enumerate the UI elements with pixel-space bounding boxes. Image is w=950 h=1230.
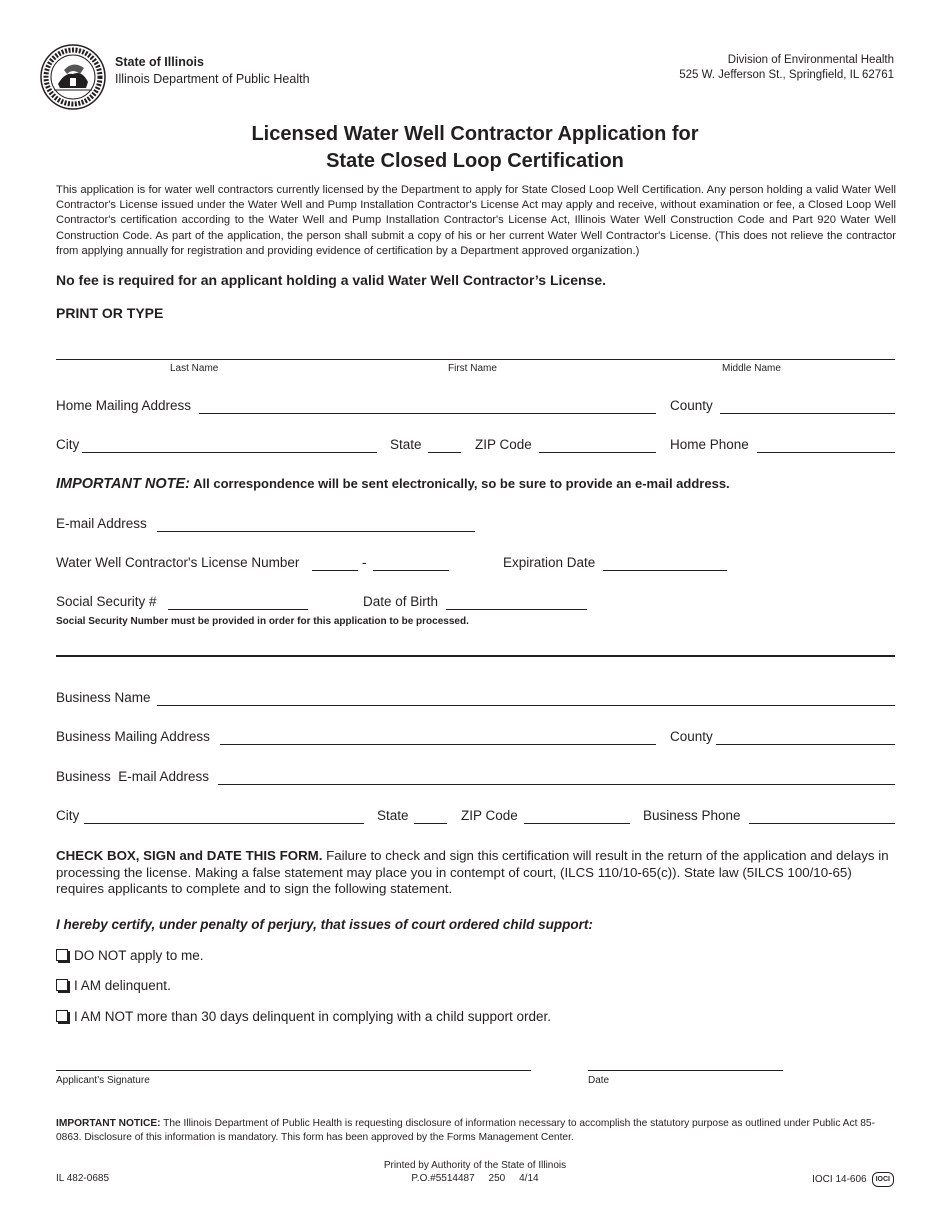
business-name-label: Business Name bbox=[56, 690, 151, 705]
date-of-birth-field[interactable] bbox=[446, 609, 587, 610]
county-field[interactable] bbox=[720, 413, 895, 414]
important-note-text: All correspondence will be sent electronically, so be sure to provide an e-mail address. bbox=[189, 476, 730, 491]
business-phone-label: Business Phone bbox=[643, 808, 741, 823]
business-city-label: City bbox=[56, 808, 80, 823]
signature-date-field[interactable] bbox=[588, 1070, 783, 1071]
form-title-line-2: State Closed Loop Certification bbox=[326, 150, 624, 172]
zip-code-field[interactable] bbox=[539, 452, 656, 453]
business-mailing-address-field[interactable] bbox=[220, 744, 656, 745]
option-not-delinquent-label: I AM NOT more than 30 days delinquent in complying with a child support order. bbox=[74, 1009, 552, 1024]
form-title bbox=[0, 121, 950, 175]
city-label: City bbox=[56, 437, 80, 452]
full-name-field[interactable] bbox=[56, 359, 895, 360]
business-mailing-address-label: Business Mailing Address bbox=[56, 729, 210, 744]
business-zip-code-label: ZIP Code bbox=[461, 808, 518, 823]
option-delinquent-label: I AM delinquent. bbox=[74, 978, 171, 993]
ioci-number-block bbox=[812, 1172, 894, 1187]
date-of-birth-label: Date of Birth bbox=[363, 594, 439, 609]
applicant-signature-label: Applicant’s Signature bbox=[56, 1075, 150, 1086]
home-phone-label: Home Phone bbox=[670, 437, 749, 452]
state-name: State of Illinois bbox=[115, 55, 204, 69]
business-state-field[interactable] bbox=[414, 823, 447, 824]
state-field[interactable] bbox=[428, 452, 461, 453]
first-name-label: First Name bbox=[448, 363, 497, 374]
checkbox-not-delinquent[interactable] bbox=[56, 1010, 68, 1022]
option-delinquent[interactable] bbox=[56, 978, 171, 993]
option-do-not-apply-label: DO NOT apply to me. bbox=[74, 948, 204, 963]
signature-date-label: Date bbox=[588, 1075, 610, 1086]
ssn-label: Social Security # bbox=[56, 594, 157, 609]
important-notice bbox=[56, 1117, 896, 1145]
division-name: Division of Environmental Health bbox=[727, 54, 894, 66]
email-label: E-mail Address bbox=[56, 516, 147, 531]
print-or-type-label: PRINT OR TYPE bbox=[56, 305, 164, 321]
license-number-field[interactable] bbox=[373, 570, 449, 571]
no-fee-statement: No fee is required for an applicant holding a valid Water Well Contractor’s License. bbox=[56, 272, 606, 288]
checkbox-do-not-apply[interactable] bbox=[56, 949, 68, 961]
business-email-label: Business E-mail Address bbox=[56, 769, 210, 784]
business-email-field[interactable] bbox=[218, 784, 895, 785]
form-title-line-1: Licensed Water Well Contractor Application for bbox=[251, 123, 699, 145]
county-label: County bbox=[670, 398, 713, 413]
ssn-field[interactable] bbox=[168, 609, 308, 610]
last-name-label: Last Name bbox=[170, 363, 219, 374]
important-notice-text: The Illinois Department of Public Health is requesting disclosure of information necessary to accomplish the statutory purpose as outlined under Public Act 85-0863. Disclosure of this information is mandatory. This form has been approved by the Forms Management Center. bbox=[56, 1118, 875, 1143]
applicant-signature-field[interactable] bbox=[56, 1070, 531, 1071]
business-state-label: State bbox=[377, 808, 409, 823]
home-mailing-address-field[interactable] bbox=[199, 413, 656, 414]
middle-name-label: Middle Name bbox=[722, 363, 781, 374]
state-label: State bbox=[390, 437, 422, 452]
option-not-delinquent[interactable] bbox=[56, 1009, 551, 1024]
home-mailing-address-label: Home Mailing Address bbox=[56, 398, 192, 413]
printed-by: Printed by Authority of the State of Illinois bbox=[383, 1160, 567, 1171]
business-city-field[interactable] bbox=[84, 823, 364, 824]
license-number-dash: - bbox=[362, 555, 367, 570]
division-block bbox=[679, 53, 894, 83]
department-name: Illinois Department of Public Health bbox=[115, 72, 310, 86]
important-note-label: IMPORTANT NOTE: bbox=[56, 476, 190, 492]
important-note bbox=[56, 475, 730, 493]
certification-instructions bbox=[56, 848, 896, 898]
license-number-label: Water Well Contractor's License Number bbox=[56, 555, 300, 570]
business-zip-code-field[interactable] bbox=[524, 823, 630, 824]
city-field[interactable] bbox=[82, 452, 377, 453]
license-number-prefix-field[interactable] bbox=[312, 570, 358, 571]
zip-code-label: ZIP Code bbox=[475, 437, 532, 452]
expiration-date-label: Expiration Date bbox=[503, 555, 596, 570]
state-seal-logo bbox=[40, 44, 106, 110]
intro-paragraph: This application is for water well contractors currently licensed by the Department to apply for State Closed Loop Well Certification. Any person holding a valid Water Well Contractor's License issued under the Water Well and Pump Installation Contractor's License Act may apply and receive, without examination or fee, a Closed Loop Well Contractor's certification according to the Water Well and Pump Installation Contractor's License Act, Illinois Water Well Construction Code and Part 920 Water Well Construction Code. As part of the application, the person shall submit a copy of his or her current Water Well Contractor's License. (This does not relieve the contractor from applying annually for registration and providing evidence of certification by a Department approved organization.) bbox=[56, 184, 896, 257]
home-phone-field[interactable] bbox=[757, 452, 895, 453]
certification-heading: CHECK BOX, SIGN and DATE THIS FORM. bbox=[56, 848, 323, 863]
business-county-field[interactable] bbox=[716, 744, 895, 745]
ssn-requirement-note: Social Security Number must be provided in order for this application to be processed. bbox=[56, 616, 469, 627]
email-field[interactable] bbox=[157, 531, 475, 532]
division-address: 525 W. Jefferson St., Springfield, IL 62761 bbox=[679, 69, 894, 81]
purchase-order: P.O.#5514487 250 4/14 bbox=[411, 1173, 539, 1184]
ioci-number: IOCI 14-606 bbox=[812, 1174, 867, 1185]
child-support-statement: I hereby certify, under penalty of perjury, that issues of court ordered child support: bbox=[56, 917, 593, 932]
business-phone-field[interactable] bbox=[749, 823, 895, 824]
section-divider bbox=[56, 655, 895, 657]
business-name-field[interactable] bbox=[157, 705, 895, 706]
printing-authority bbox=[0, 1159, 950, 1185]
issuer-block bbox=[115, 54, 310, 88]
important-notice-label: IMPORTANT NOTICE: bbox=[56, 1118, 161, 1129]
option-do-not-apply[interactable] bbox=[56, 948, 204, 963]
form-number: IL 482-0685 bbox=[56, 1173, 110, 1184]
checkbox-delinquent[interactable] bbox=[56, 979, 68, 991]
certification-text: Failure to check and sign this certification will result in the return of the application and delays in processing the license. Making a false statement may place you in contempt of court, (ILCS 110/10-65(c)). State law (5ILCS 100/10-65) requires applicants to complete and to sign the following statement. bbox=[56, 848, 889, 896]
expiration-date-field[interactable] bbox=[603, 570, 727, 571]
business-county-label: County bbox=[670, 729, 713, 744]
ioci-logo: IOCI bbox=[872, 1172, 894, 1187]
